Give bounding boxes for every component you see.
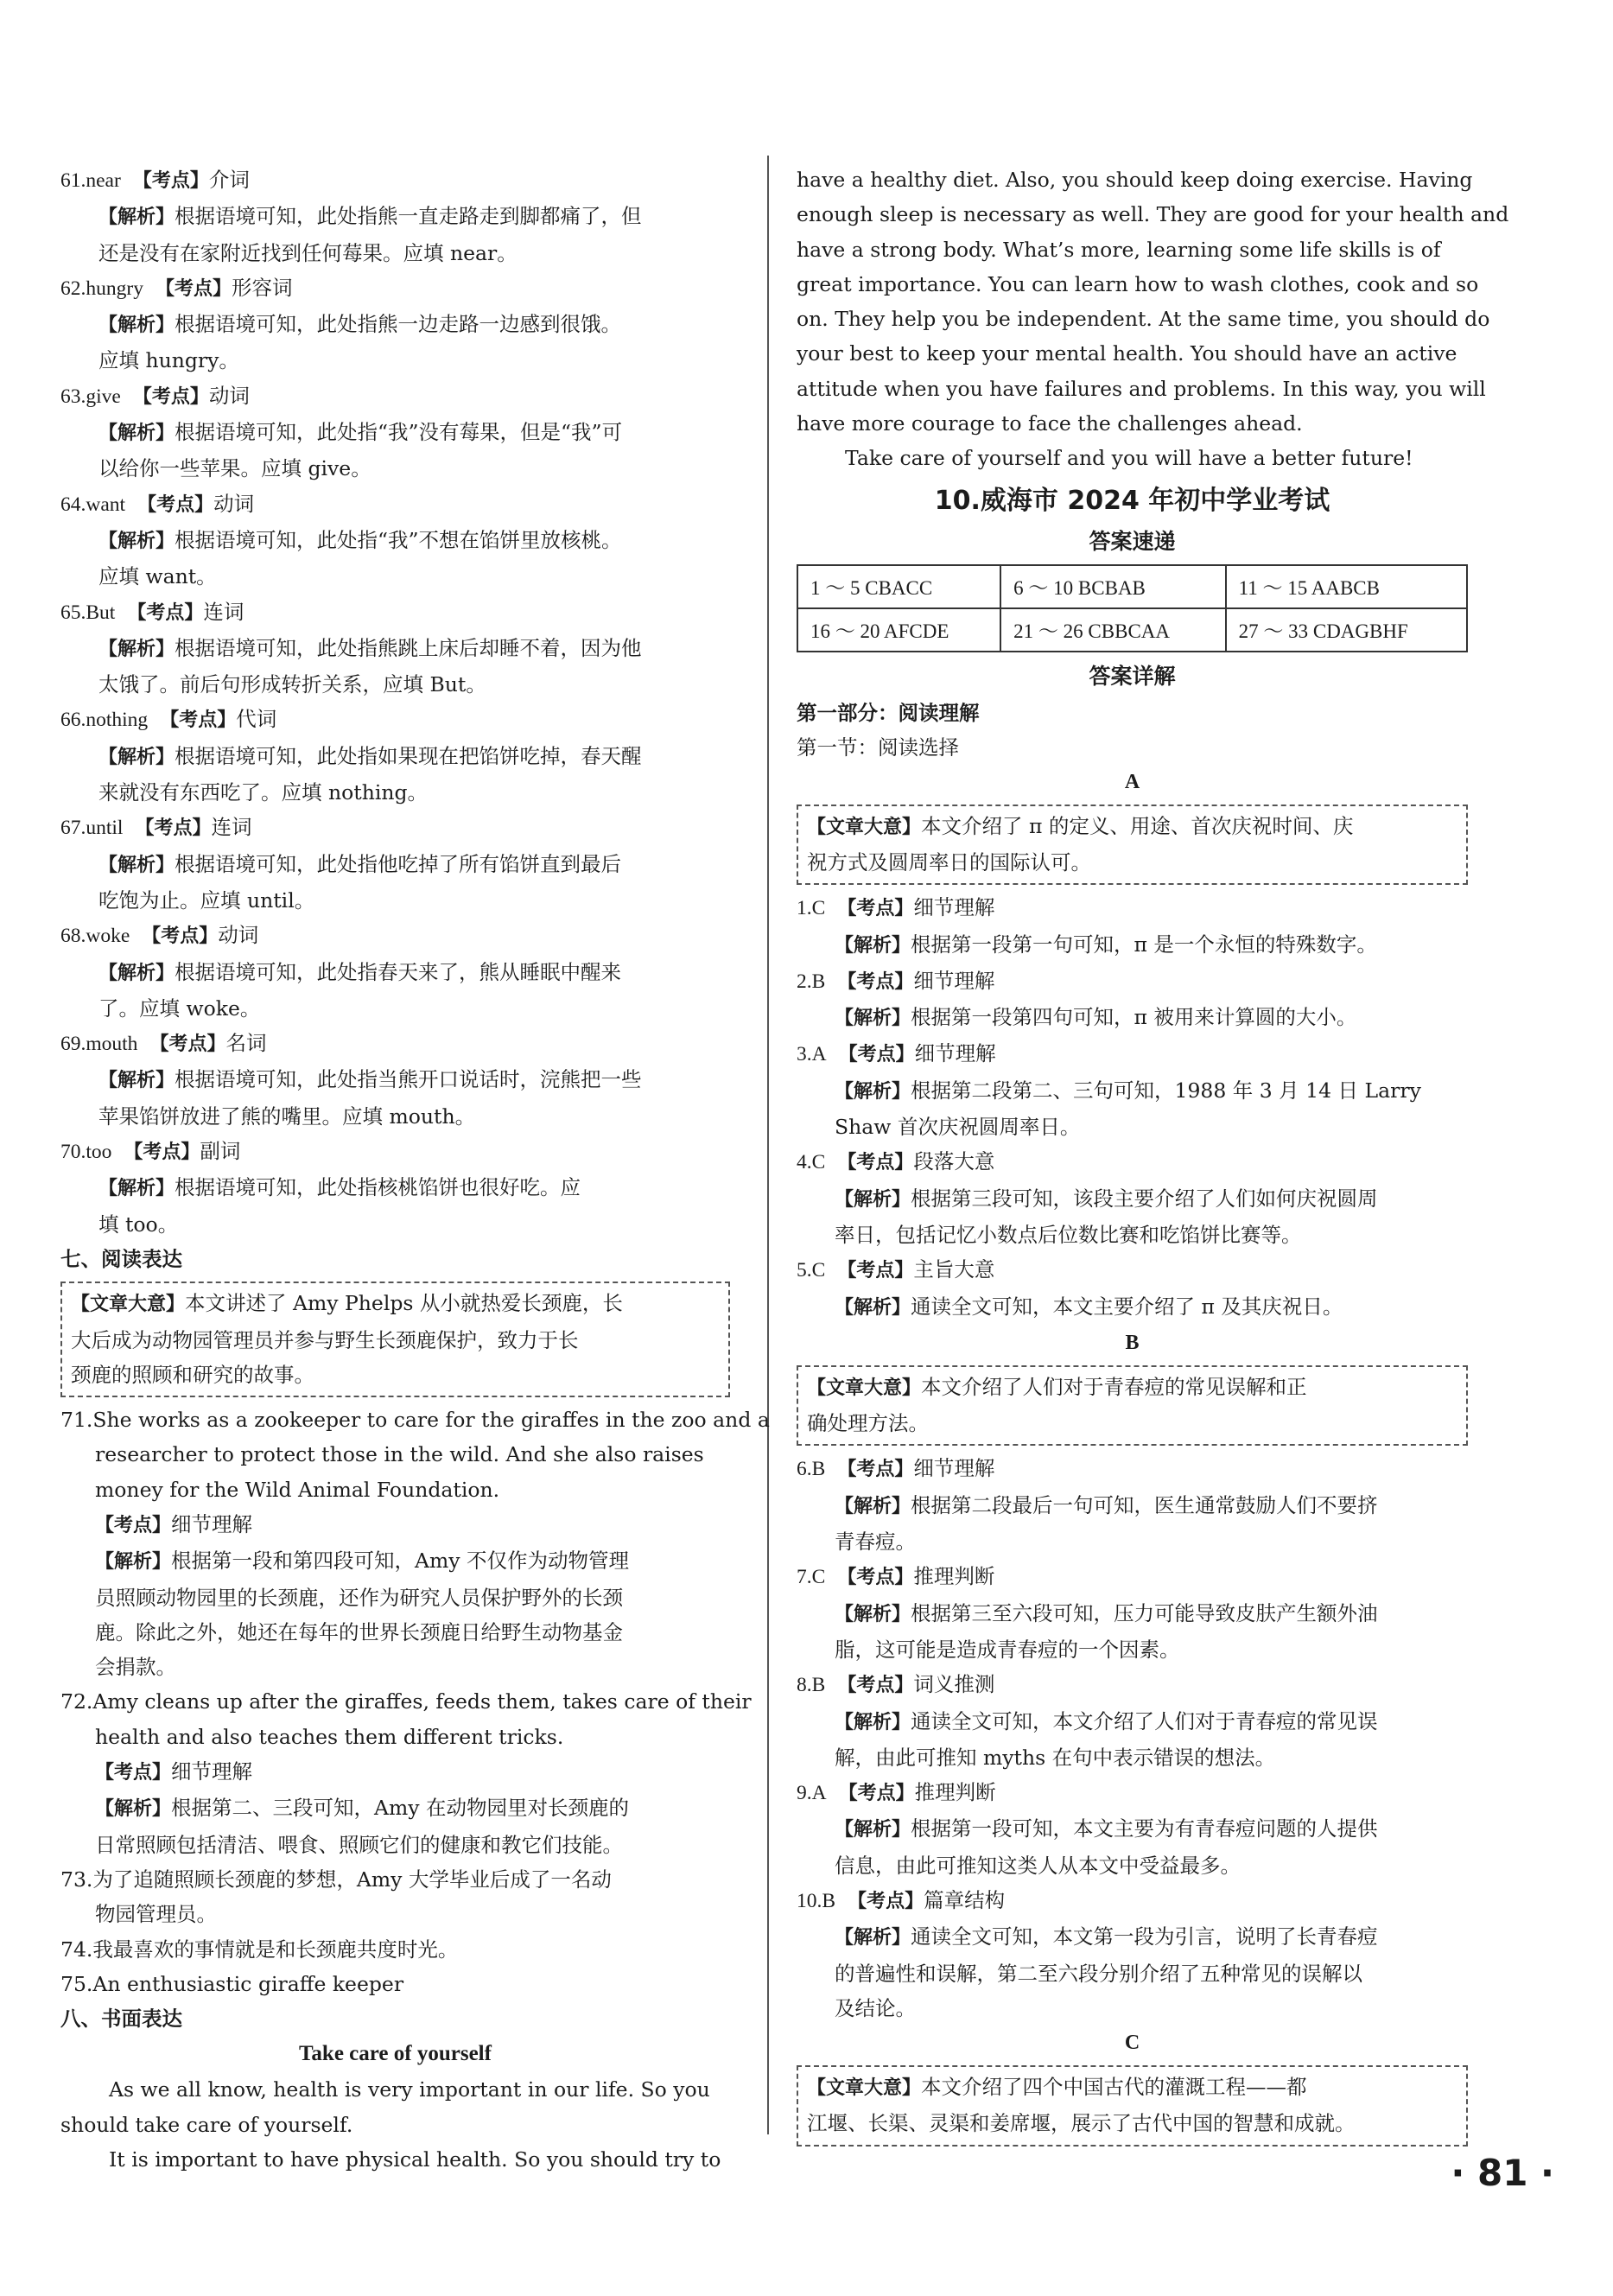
analysis-text: 苹果馅饼放进了熊的嘴里。应填 mouth。 [98, 1103, 476, 1129]
part-heading: 第一部分：阅读理解 [797, 700, 980, 725]
analysis-text: 信息，由此可推知这类人从本文中受益最多。 [835, 1853, 1241, 1878]
summary-line [71, 1358, 720, 1392]
analysis-text: 根据第一段和第四段可知，Amy 不仅作为动物管理 [171, 1549, 630, 1574]
essay-line: have more courage to face the challenges ahead. [797, 411, 1303, 436]
summary-text: 江堰、长渠、灵渠和姜席堰，展示了古代中国的智慧和成就。 [807, 2111, 1356, 2136]
analysis-line [797, 1811, 1468, 1848]
answer-cell: 21 ～ 26 CBBCAA [1000, 608, 1225, 652]
kaodian-text: 连词 [203, 599, 244, 624]
article-summary-box [797, 2065, 1468, 2147]
analysis-line [60, 1099, 730, 1134]
analysis-text: 应填 hungry。 [98, 348, 239, 373]
analysis-text: 根据第二段最后一句可知，医生通常鼓励人们不要挤 [911, 1492, 1378, 1517]
analysis-text: 员照顾动物园里的长颈鹿，还作为研究人员保护野外的长颈 [95, 1585, 623, 1610]
analysis-line [797, 1991, 1468, 2026]
answer-line: 72.Amy cleans up after the giraffes, feeds them, takes care of their [60, 1689, 752, 1714]
analysis-line [60, 199, 730, 235]
summary-line [807, 1406, 1457, 1441]
jiexi-label: 【解析】 [835, 1927, 911, 1949]
jiexi-label: 【解析】 [835, 1711, 911, 1733]
answer-line: money for the Wild Animal Foundation. [95, 1477, 500, 1502]
question-header [60, 595, 730, 631]
summary-label: 【文章大意】 [807, 2077, 922, 2100]
analysis-text: 根据语境可知，此处指熊一边走路一边感到很饿。 [175, 312, 622, 337]
jiexi-label: 【解析】 [98, 962, 175, 984]
section-heading: 七、阅读表达 [60, 1246, 182, 1271]
kaodian-label: 【考点】 [838, 1783, 915, 1805]
jiexi-label: 【解析】 [98, 423, 175, 445]
analysis-line [797, 1110, 1468, 1144]
analysis-text: 应填 want。 [98, 564, 217, 589]
question-header [60, 270, 730, 307]
page-number: · 81 · [1451, 2152, 1554, 2194]
analysis-text: 根据第一段第一句可知，π 是一个永恒的特殊数字。 [911, 932, 1377, 957]
question-number: 70.too [60, 1141, 112, 1164]
analysis-line [60, 523, 730, 559]
question-header [60, 378, 730, 415]
kaodian-label: 【考点】 [142, 925, 219, 948]
answer-row [797, 608, 1467, 652]
analysis-text: 根据第二段第二、三句可知，1988 年 3 月 14 日 Larry [911, 1078, 1421, 1103]
question-header [797, 1451, 1468, 1487]
analysis-text: 根据第一段第四句可知，π 被用来计算圆的大小。 [911, 1005, 1357, 1030]
analysis-text: 根据第三段可知，该段主要介绍了人们如何庆祝圆周 [911, 1186, 1378, 1211]
jiexi-label: 【解析】 [835, 1495, 911, 1517]
answer-line: researcher to protect those in the wild. And she also raises [95, 1442, 704, 1467]
answer-cell: 27 ～ 33 CDAGBHF [1226, 608, 1467, 652]
answer-line: health and also teaches them different tricks. [95, 1724, 564, 1749]
kaodian-text: 细节理解 [171, 1759, 253, 1784]
analysis-text: 吃饱为止。应填 until。 [98, 887, 315, 913]
analysis-text: 根据语境可知，此处指当熊开口说话时，浣熊把一些 [175, 1067, 642, 1092]
kaodian-text: 推理判断 [913, 1564, 995, 1589]
analysis-text: 及结论。 [835, 1995, 916, 2020]
analysis-line [60, 415, 730, 451]
essay-line: attitude when you have failures and problems. In this way, you will [797, 376, 1486, 401]
kaodian-label: 【考点】 [135, 817, 212, 840]
jiexi-label: 【解析】 [835, 1296, 911, 1319]
summary-text: 祝方式及圆周率日的国际认可。 [807, 849, 1091, 875]
analysis-line [797, 1632, 1468, 1667]
analysis-line [797, 1218, 1468, 1252]
jiexi-label: 【解析】 [98, 530, 175, 552]
analysis-text: Shaw 首次庆祝圆周率日。 [835, 1115, 1081, 1140]
kaodian-text: 细节理解 [913, 895, 995, 920]
summary-label: 【文章大意】 [807, 816, 922, 838]
analysis-line [60, 1580, 730, 1615]
kaodian-text: 词义推测 [913, 1672, 995, 1697]
analysis-line [60, 1207, 730, 1242]
question-header [797, 1667, 1468, 1703]
kaodian-label: 【考点】 [149, 1034, 226, 1056]
jiexi-label: 【解析】 [98, 746, 175, 768]
answer-cell: 16 ～ 20 AFCDE [797, 608, 1000, 652]
analysis-text: 根据语境可知，此处指熊跳上床后却睡不着，因为他 [175, 635, 642, 660]
jiexi-label: 【解析】 [95, 1798, 172, 1821]
analysis-text: 会捐款。 [95, 1655, 176, 1680]
question-header [60, 918, 730, 954]
jiexi-label: 【解析】 [98, 207, 175, 229]
question-number: 66.nothing [60, 709, 149, 732]
analysis-text: 日常照顾包括清洁、喂食、照顾它们的健康和教它们技能。 [95, 1832, 623, 1857]
question-number: 6.B [797, 1458, 826, 1481]
right-column [797, 162, 1509, 2152]
kaodian-label: 【考点】 [838, 1044, 915, 1066]
kaodian-text: 细节理解 [171, 1511, 253, 1536]
kaodian-text: 推理判断 [914, 1780, 996, 1805]
summary-line [807, 1370, 1457, 1406]
essay-line: have a healthy diet. Also, you should keep doing exercise. Having [797, 168, 1473, 192]
analysis-text: 填 too。 [98, 1212, 179, 1237]
passage-letter: C [1124, 2032, 1140, 2055]
kaodian-text: 细节理解 [913, 1456, 995, 1481]
answer-line: 71.She works as a zookeeper to care for the giraffes in the zoo and a [60, 1408, 770, 1433]
question-number: 10.B [797, 1889, 836, 1912]
analysis-line [60, 847, 730, 883]
analysis-line [60, 1650, 730, 1684]
question-number: 5.C [797, 1259, 826, 1282]
kaodian-label: 【考点】 [837, 970, 914, 993]
answer-row [797, 565, 1467, 608]
analysis-text: 脂，这可能是造成青春痘的一个因素。 [835, 1637, 1180, 1662]
jiexi-label: 【解析】 [835, 1819, 911, 1841]
question-header [60, 1134, 730, 1170]
summary-text: 本文介绍了 π 的定义、用途、首次庆祝时间、庆 [921, 813, 1354, 838]
jiexi-label: 【解析】 [98, 854, 175, 876]
kaodian-text: 介词 [208, 168, 250, 192]
analysis-line [60, 667, 730, 702]
analysis-line [60, 739, 730, 775]
question-number: 2.B [797, 970, 826, 993]
question-header [60, 810, 730, 846]
analysis-text: 根据第二、三段可知，Amy 在动物园里对长颈鹿的 [171, 1796, 630, 1821]
question-header [797, 890, 1468, 926]
analysis-text: 根据语境可知，此处指核桃馅饼也很好吃。应 [175, 1175, 581, 1200]
essay-line: enough sleep is necessary as well. They are good for your health and [797, 202, 1509, 227]
analysis-text: 根据第一段可知，本文主要为有青春痘问题的人提供 [911, 1816, 1378, 1841]
answer-line: 物园管理员。 [95, 1902, 217, 1927]
analysis-line [797, 1740, 1468, 1775]
essay-line: As we all know, health is very important in our life. So you [109, 2077, 710, 2102]
kaodian-label: 【考点】 [137, 493, 214, 516]
answer-line: 74.我最喜欢的事情就是和长颈鹿共度时光。 [60, 1937, 459, 1962]
analysis-line [60, 631, 730, 667]
essay-line: great importance. You can learn how to wash clothes, cook and so [797, 271, 1479, 296]
kaodian-label: 【考点】 [95, 1762, 172, 1784]
analysis-line [60, 307, 730, 343]
summary-line [807, 845, 1457, 880]
jiexi-label: 【解析】 [835, 1080, 911, 1103]
kaodian-text: 动词 [208, 383, 250, 408]
essay-line: should take care of yourself. [60, 2112, 353, 2137]
question-number: 64.want [60, 493, 126, 516]
kaodian-label: 【考点】 [160, 709, 237, 732]
analysis-text: 通读全文可知，本文介绍了人们对于青春痘的常见误 [911, 1708, 1378, 1733]
question-number: 69.mouth [60, 1033, 138, 1056]
question-number: 9.A [797, 1782, 827, 1805]
question-header [797, 1559, 1468, 1595]
question-number: 4.C [797, 1151, 826, 1174]
essay-line: your best to keep your mental health. You should have an active [797, 341, 1457, 366]
analysis-text: 根据语境可知，此处指“我”不想在馅饼里放核桃。 [175, 527, 622, 552]
summary-line [807, 809, 1457, 845]
analysis-line [797, 1000, 1468, 1036]
kaodian-text: 副词 [200, 1139, 241, 1164]
kaodian-text: 篇章结构 [924, 1887, 1006, 1912]
summary-text: 本文讲述了 Amy Phelps 从小就热爱长颈鹿，长 [185, 1291, 623, 1316]
kaodian-label: 【考点】 [155, 277, 232, 300]
summary-text: 颈鹿的照顾和研究的故事。 [71, 1362, 314, 1387]
jiexi-label: 【解析】 [835, 934, 911, 957]
analysis-text: 鹿。除此之外，她还在每年的世界长颈鹿日给野生动物基金 [95, 1619, 623, 1644]
analysis-line [60, 1543, 730, 1580]
jiexi-label: 【解析】 [835, 1188, 911, 1211]
analysis-text: 根据语境可知，此处指如果现在把馅饼吃掉，春天醒 [175, 743, 642, 768]
kaodian-label: 【考点】 [837, 1260, 914, 1282]
summary-line [807, 2106, 1457, 2140]
analysis-line [60, 775, 730, 810]
answer-line: 75.An enthusiastic giraffe keeper [60, 1971, 404, 1996]
analysis-text: 根据语境可知，此处指“我”没有莓果，但是“我”可 [175, 420, 623, 445]
essay-title: Take care of yourself [299, 2042, 492, 2066]
question-number: 8.B [797, 1674, 826, 1697]
question-header [797, 1252, 1468, 1288]
answer-cell: 11 ～ 15 AABCB [1226, 565, 1467, 608]
kaodian-label: 【考点】 [837, 1459, 914, 1481]
kaodian-line [60, 1754, 730, 1790]
analysis-line [797, 1181, 1468, 1218]
analysis-line [797, 1289, 1468, 1326]
kaodian-text: 段落大意 [913, 1149, 995, 1174]
kaodian-text: 代词 [236, 707, 277, 732]
kaodian-text: 主旨大意 [913, 1257, 995, 1282]
question-number: 61.near [60, 169, 121, 192]
analysis-line [797, 1073, 1468, 1110]
article-summary-box [797, 805, 1468, 886]
jiexi-label: 【解析】 [98, 638, 175, 660]
analysis-line [60, 883, 730, 918]
kaodian-label: 【考点】 [848, 1890, 924, 1912]
kaodian-label: 【考点】 [95, 1514, 172, 1536]
kaodian-text: 连词 [211, 815, 252, 840]
summary-label: 【文章大意】 [807, 1377, 922, 1399]
question-header [797, 1883, 1468, 1919]
question-header [797, 1036, 1468, 1072]
detail-title: 答案详解 [1089, 663, 1176, 689]
question-header [60, 702, 730, 738]
jiexi-label: 【解析】 [835, 1008, 911, 1030]
analysis-text: 还是没有在家附近找到任何莓果。应填 near。 [98, 240, 518, 265]
analysis-line [797, 1524, 1468, 1559]
kaodian-label: 【考点】 [837, 1567, 914, 1589]
analysis-text: 以给你一些苹果。应填 give。 [98, 456, 371, 481]
analysis-text: 根据语境可知，此处指他吃掉了所有馅饼直到最后 [175, 851, 622, 876]
answer-cell: 6 ～ 10 BCBAB [1000, 565, 1225, 608]
answer-table [797, 564, 1468, 652]
analysis-text: 太饿了。前后句形成转折关系，应填 But。 [98, 672, 486, 697]
question-header [60, 162, 730, 199]
question-number: 65.But [60, 601, 116, 624]
kaodian-label: 【考点】 [132, 170, 209, 192]
essay-line: on. They help you be independent. At the same time, you should do [797, 307, 1490, 332]
left-column [60, 162, 770, 2177]
analysis-text: 解，由此可推知 myths 在句中表示错误的想法。 [835, 1745, 1276, 1770]
summary-line [71, 1286, 720, 1322]
section-subheading: 第一节：阅读选择 [797, 735, 959, 760]
summary-label: 【文章大意】 [71, 1294, 186, 1316]
summary-text: 确处理方法。 [807, 1411, 929, 1436]
summary-text: 大后成为动物园管理员并参与野生长颈鹿保护，致力于长 [71, 1327, 579, 1352]
kaodian-label: 【考点】 [124, 1142, 200, 1164]
analysis-line [60, 955, 730, 991]
analysis-line [60, 1170, 730, 1206]
question-number: 7.C [797, 1566, 826, 1589]
jiexi-label: 【解析】 [98, 1070, 175, 1092]
jiexi-label: 【解析】 [835, 1603, 911, 1625]
analysis-text: 通读全文可知，本文主要介绍了 π 及其庆祝日。 [911, 1294, 1343, 1319]
passage-letter: B [1125, 1331, 1140, 1354]
analysis-line [60, 1062, 730, 1098]
analysis-line [797, 927, 1468, 964]
kaodian-line [60, 1507, 730, 1543]
analysis-line [797, 1596, 1468, 1632]
kaodian-label: 【考点】 [127, 601, 204, 624]
summary-line [71, 1323, 720, 1358]
analysis-text: 率日，包括记忆小数点后位数比赛和吃馅饼比赛等。 [835, 1222, 1302, 1247]
kaodian-label: 【考点】 [837, 1152, 914, 1174]
kaodian-text: 细节理解 [913, 968, 995, 993]
essay-closing: Take care of yourself and you will have a better future! [845, 446, 1413, 471]
answer-cell: 1 ～ 5 CBACC [797, 565, 1000, 608]
analysis-line [797, 1848, 1468, 1883]
question-header [797, 1144, 1468, 1180]
analysis-text: 来就没有东西吃了。应填 nothing。 [98, 780, 429, 805]
question-header [797, 1775, 1468, 1811]
jiexi-label: 【解析】 [98, 1178, 175, 1200]
kaodian-text: 动词 [218, 923, 259, 948]
question-header [797, 964, 1468, 1000]
analysis-line [60, 1790, 730, 1827]
essay-line: It is important to have physical health. So you should try to [109, 2147, 721, 2172]
analysis-line [797, 1956, 1468, 1991]
question-header [60, 1026, 730, 1062]
question-number: 3.A [797, 1043, 827, 1066]
question-number: 62.hungry [60, 277, 143, 300]
kaodian-text: 形容词 [231, 275, 293, 300]
column-divider [767, 156, 769, 2134]
analysis-text: 的普遍性和误解，第二至六段分别介绍了五种常见的误解以 [835, 1961, 1362, 1986]
analysis-text: 通读全文可知，本文第一段为引言，说明了长青春痘 [911, 1924, 1378, 1949]
section-heading: 八、书面表达 [60, 2007, 182, 2032]
essay-line: have a strong body. What’s more, learning some life skills is of [797, 237, 1441, 262]
exam-title: 10.威海市 2024 年初中学业考试 [934, 485, 1330, 516]
analysis-line [797, 1488, 1468, 1524]
jiexi-label: 【解析】 [95, 1551, 172, 1574]
summary-text: 本文介绍了四个中国古代的灌溉工程——都 [921, 2075, 1307, 2100]
analysis-line [60, 343, 730, 378]
analysis-line [60, 1828, 730, 1862]
analysis-text: 了。应填 woke。 [98, 995, 261, 1021]
question-number: 1.C [797, 897, 826, 920]
question-number: 68.woke [60, 925, 130, 948]
article-summary-box [797, 1365, 1468, 1447]
analysis-text: 青春痘。 [835, 1530, 916, 1555]
question-number: 67.until [60, 817, 124, 840]
analysis-line [797, 1704, 1468, 1740]
kaodian-text: 名词 [225, 1031, 267, 1056]
answer-line: 73.为了追随照顾长颈鹿的梦想，Amy 大学毕业后成了一名动 [60, 1867, 612, 1892]
analysis-line [60, 991, 730, 1026]
analysis-line [797, 1919, 1468, 1956]
analysis-text: 根据语境可知，此处指熊一直走路走到脚都痛了，但 [175, 204, 642, 229]
kaodian-label: 【考点】 [132, 385, 209, 408]
summary-text: 本文介绍了人们对于青春痘的常见误解和正 [921, 1374, 1307, 1399]
question-number: 63.give [60, 385, 121, 408]
analysis-line [60, 236, 730, 270]
analysis-line [60, 451, 730, 486]
analysis-line [60, 1615, 730, 1650]
analysis-text: 根据语境可知，此处指春天来了，熊从睡眠中醒来 [175, 959, 622, 984]
article-summary-box [60, 1282, 730, 1397]
summary-line [807, 2070, 1457, 2106]
analysis-text: 根据第三至六段可知，压力可能导致皮肤产生额外油 [911, 1600, 1378, 1625]
jiexi-label: 【解析】 [98, 315, 175, 337]
quick-answers-title: 答案速递 [1089, 528, 1176, 554]
passage-letter: A [1124, 770, 1140, 793]
kaodian-label: 【考点】 [837, 898, 914, 920]
analysis-line [60, 559, 730, 594]
kaodian-label: 【考点】 [837, 1675, 914, 1697]
kaodian-text: 细节理解 [914, 1041, 996, 1066]
question-header [60, 487, 730, 523]
kaodian-text: 动词 [213, 491, 255, 516]
